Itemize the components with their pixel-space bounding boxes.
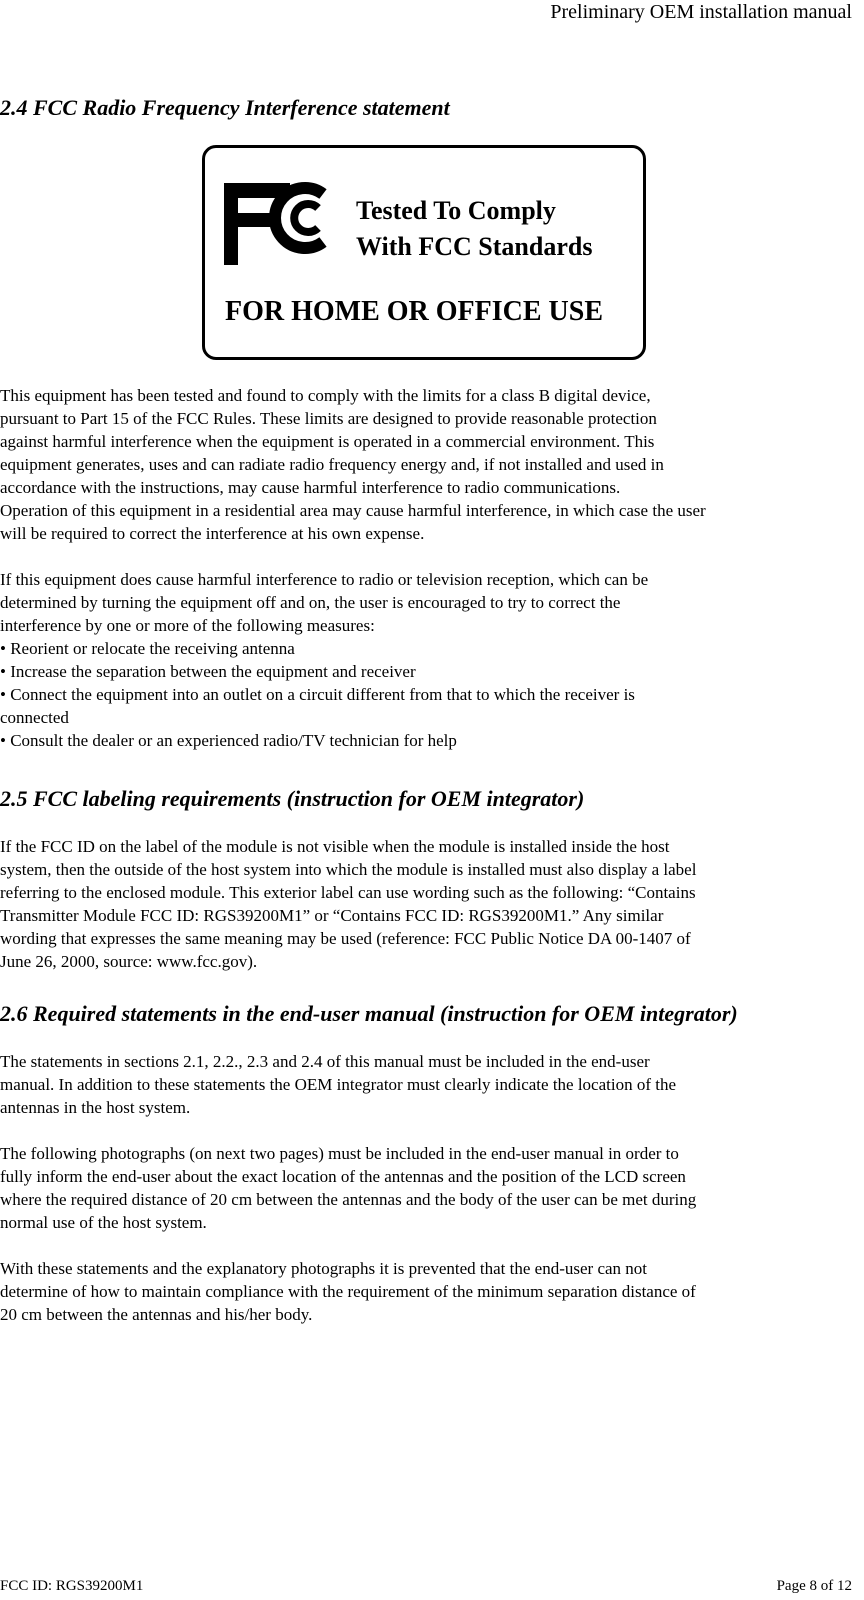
- text-line: antennas in the host system.: [0, 1098, 191, 1117]
- logo-line-standards: With FCC Standards: [356, 232, 593, 261]
- footer-fcc-id: FCC ID: RGS39200M1: [0, 1578, 144, 1594]
- text-line: pursuant to Part 15 of the FCC Rules. These limits are designed to provide reasonable protection: [0, 409, 657, 428]
- text-line: The following photographs (on next two pages) must be included in the end-user manual in order to: [0, 1144, 679, 1163]
- text-line: The statements in sections 2.1, 2.2., 2.3 and 2.4 of this manual must be included in the end-user: [0, 1052, 650, 1071]
- section-2-5-heading: 2.5 FCC labeling requirements (instruction for OEM integrator): [0, 786, 585, 811]
- text-line: connected: [0, 708, 69, 727]
- text-line: This equipment has been tested and found to comply with the limits for a class B digital device,: [0, 386, 651, 405]
- text-line: June 26, 2000, source: www.fcc.gov).: [0, 952, 258, 971]
- bullet-item: • Reorient or relocate the receiving antenna: [0, 639, 295, 658]
- section-2-5-body: [0, 835, 862, 973]
- text-line: manual. In addition to these statements the OEM integrator must clearly indicate the location of the: [0, 1075, 677, 1094]
- text-line: Transmitter Module FCC ID: RGS39200M1” or “Contains FCC ID: RGS39200M1.” Any similar: [0, 906, 664, 925]
- text-line: 20 cm between the antennas and his/her body.: [0, 1305, 313, 1324]
- fcc-logo-icon: [205, 148, 355, 278]
- section-2-6-body: [0, 1050, 862, 1326]
- logo-line-tested: Tested To Comply: [356, 196, 556, 225]
- text-line: determine of how to maintain compliance with the requirement of the minimum separation distance of: [0, 1282, 696, 1301]
- text-line: determined by turning the equipment off and on, the user is encouraged to try to correct the: [0, 593, 621, 612]
- text-line: normal use of the host system.: [0, 1213, 207, 1232]
- bullet-item: • Connect the equipment into an outlet on a circuit different from that to which the receiver is: [0, 685, 635, 704]
- section-2-6-heading: 2.6 Required statements in the end-user manual (instruction for OEM integrator): [0, 1001, 738, 1026]
- text-line: If this equipment does cause harmful interference to radio or television reception, which can be: [0, 570, 649, 589]
- text-line: will be required to correct the interference at his own expense.: [0, 524, 425, 543]
- text-line: interference by one or more of the following measures:: [0, 616, 375, 635]
- page-header: Preliminary OEM installation manual: [550, 1, 852, 23]
- text-line: With these statements and the explanatory photographs it is prevented that the end-user can not: [0, 1259, 648, 1278]
- bullet-item: • Consult the dealer or an experienced radio/TV technician for help: [0, 731, 457, 750]
- text-line: Operation of this equipment in a residential area may cause harmful interference, in which case the user: [0, 501, 706, 520]
- section-2-4-heading: 2.4 FCC Radio Frequency Interference statement: [0, 95, 450, 120]
- text-line: fully inform the end-user about the exact location of the antennas and the position of the LCD screen: [0, 1167, 686, 1186]
- text-line: system, then the outside of the host system into which the module is installed must also display a label: [0, 860, 697, 879]
- text-line: If the FCC ID on the label of the module is not visible when the module is installed inside the host: [0, 837, 670, 856]
- fcc-compliance-logo: [202, 145, 646, 360]
- text-line: referring to the enclosed module. This exterior label can use wording such as the following: “Contains: [0, 883, 696, 902]
- text-line: equipment generates, uses and can radiate radio frequency energy and, if not installed and used in: [0, 455, 664, 474]
- footer-page-number: Page 8 of 12: [776, 1578, 852, 1594]
- section-2-4-body: [0, 384, 862, 752]
- logo-line-home-office: FOR HOME OR OFFICE USE: [225, 296, 604, 327]
- text-line: where the required distance of 20 cm between the antennas and the body of the user can be met during: [0, 1190, 697, 1209]
- text-line: accordance with the instructions, may cause harmful interference to radio communications.: [0, 478, 621, 497]
- bullet-item: • Increase the separation between the equipment and receiver: [0, 662, 416, 681]
- text-line: against harmful interference when the equipment is operated in a commercial environment. This: [0, 432, 655, 451]
- text-line: wording that expresses the same meaning may be used (reference: FCC Public Notice DA 00-1407 of: [0, 929, 691, 948]
